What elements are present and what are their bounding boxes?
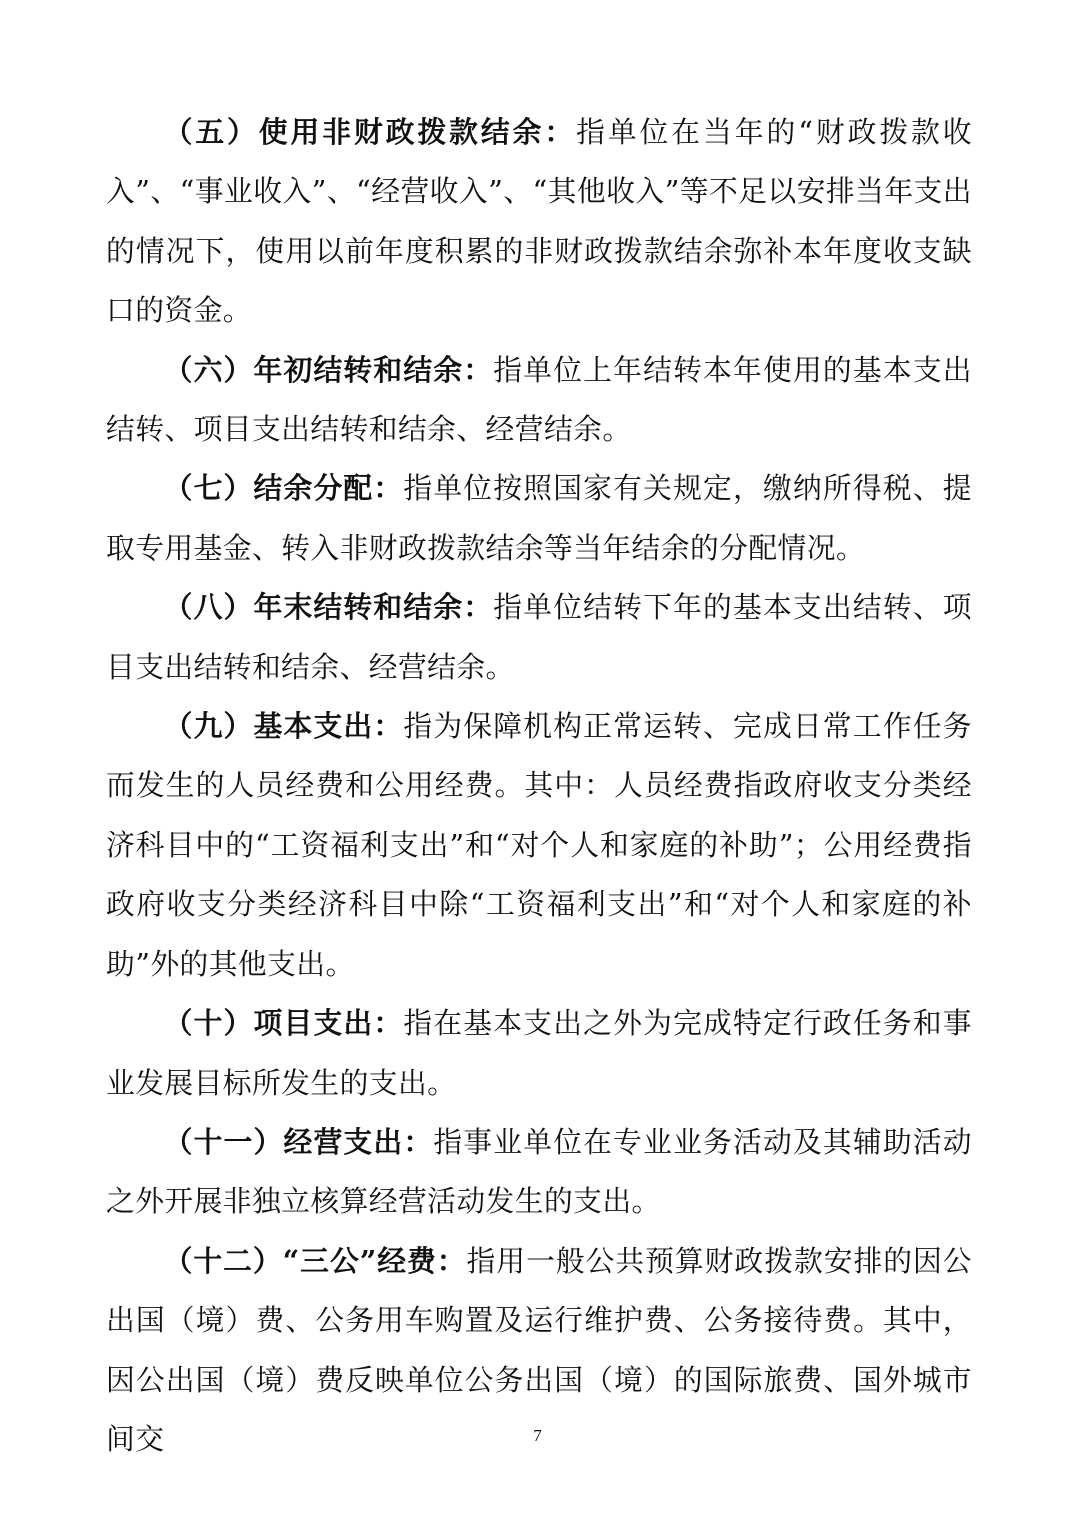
paragraph-body: 指为保障机构正常运转、完成日常工作任务而发生的人员经费和公用经费。其中：人员经费指政府收支分类经济科目中的“工资福利支出”和“对个人和家庭的补助”；公用经费指政府收支分类经济科目中除“工资福利支出”和“对个人和家庭的补助”外的其他支出。: [106, 709, 973, 981]
paragraph-heading: （十一）经营支出：: [163, 1124, 434, 1159]
paragraph-body: 指单位在当年的“财政拨款收入”、“事业收入”、“经营收入”、“其他收入”等不足以安排当年支出的情况下，使用以前年度积累的非财政拨款结余弥补本年度收支缺口的资金。: [106, 115, 972, 328]
paragraph-body: 指在基本支出之外为完成特定行政任务和事业发展目标所发生的支出。: [106, 1006, 973, 1100]
paragraph-heading: （十二）“三公”经费：: [163, 1243, 467, 1278]
paragraph-unused-nonfiscal-surplus: [106, 103, 972, 341]
paragraph-project-expenditure: [106, 994, 972, 1113]
paragraph-heading: （七）结余分配：: [163, 471, 404, 506]
paragraph-body: 指单位上年结转本年使用的基本支出结转、项目支出结转和结余、经营结余。: [106, 352, 972, 447]
paragraph-body: 指单位按照国家有关规定，缴纳所得税、提取专用基金、转入非财政拨款结余等当年结余的分配情况。: [106, 471, 973, 565]
paragraph-heading: （九）基本支出：: [163, 709, 404, 744]
paragraph-heading: （六）年初结转和结余：: [163, 352, 494, 387]
paragraph-heading: （八）年末结转和结余：: [163, 590, 494, 625]
paragraph-body: 指用一般公共预算财政拨款安排的因公出国（境）费、公务用车购置及运行维护费、公务接待费。其中，因公出国（境）费反映单位公务出国（境）的国际旅费、国外城市间交: [106, 1243, 972, 1456]
page-number: 7: [533, 1426, 542, 1445]
paragraph-operating-expenditure: [106, 1113, 972, 1232]
paragraph-closing-carryover: [106, 578, 972, 697]
paragraph-heading: （十）项目支出：: [163, 1006, 404, 1041]
paragraph-opening-carryover: [106, 341, 972, 460]
paragraph-basic-expenditure: [106, 697, 972, 994]
document-page: [106, 103, 972, 1469]
paragraph-body: 指事业单位在专业业务活动及其辅助活动之外开展非独立核算经营活动发生的支出。: [106, 1124, 973, 1219]
paragraph-heading: （五）使用非财政拨款结余：: [163, 115, 577, 149]
paragraph-body: 指单位结转下年的基本支出结转、项目支出结转和结余、经营结余。: [106, 590, 972, 684]
paragraph-surplus-distribution: [106, 459, 972, 578]
